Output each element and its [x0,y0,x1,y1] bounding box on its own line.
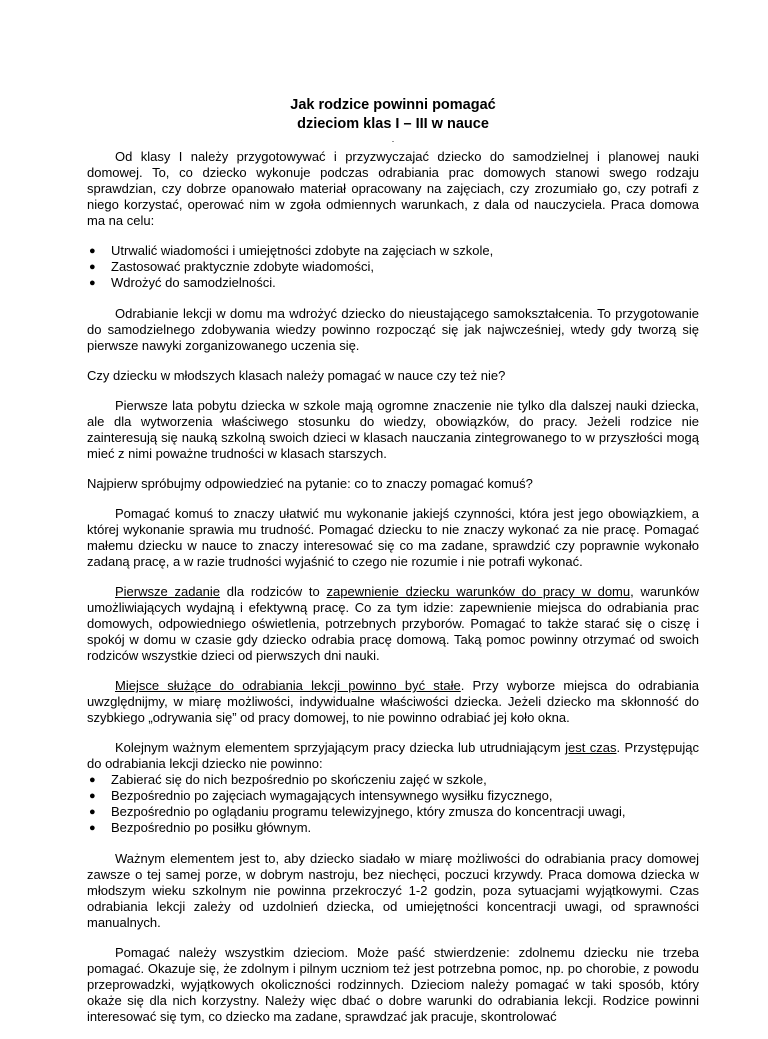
goals-list [87,243,699,291]
bullet-icon: ● [89,245,96,257]
title-line-2: dzieciom klas I – III w nauce [297,116,489,132]
paragraph-4: Pierwsze lata pobytu dziecka w szkole mają ogromne znaczenie nie tylko dla dalszej nauki dziecka, ale dla wytworzenia właściwego stosunku do wiedzy, obowiązków, do pracy. Jeżeli rodzice nie zainteresują się nauką szkolną swoich dzieci w klasach nauczania zintegrowanego to w przyszłości mogą mieć z nimi poważne trudności w klasach starszych. [87,398,699,461]
paragraph-1: Od klasy I należy przygotowywać i przyzwyczajać dziecko do samodzielnej i planowej nauki domowej. To, co dziecko wykonuje podczas odrabiania prac domowych stanowi swego rodzaju sprawdzian, czy dobrze opanowało materiał opracowany na zajęciach, czy zrozumiało go, czy potrafi z niego korzystać, operować nim w zgoła odmiennych warunkach, z dala od nauczyciela. Praca domowa ma na celu: [87,149,699,228]
paragraph-11: Pomagać należy wszystkim dzieciom. Może paść stwierdzenie: zdolnemu dziecku nie trzeba pomagać. Okazuje się, że zdolnym i pilnym uczniom też jest potrzebna pomoc, np. po chorobie, z powodu przeprowadzki, wyjątkowych okoliczności rodzinnych. Dzieciom należy pomagać w taki sposób, który okaże się dla nich korzystny. Należy więc dbać o dobre warunki do odrabiania lekcji. Rodzice powinni interesować się tym, co dziecko ma zadane, sprawdzać jak pracuje, skontrolować [87,945,699,1024]
bullet-icon: ● [89,822,96,834]
list-item: ● Bezpośrednio po posiłku głównym. [89,820,312,835]
list-item: ● Utrwalić wiadomości i umiejętności zdobyte na zajęciach w szkole, [89,243,494,258]
title-dot: . [391,134,395,144]
paragraph-9: Kolejnym ważnym elementem sprzyjającym pracy dziecka lub utrudniającym jest czas. Przystępując do odrabiania lekcji dziecko nie powinno: [87,740,699,771]
title-line-1: Jak rodzice powinni pomagać [290,97,496,113]
bullet-icon: ● [89,790,96,802]
bullet-icon: ● [89,261,96,273]
time-list [87,772,699,836]
list-item: ● Bezpośrednio po oglądaniu programu telewizyjnego, który zmusza do koncentracji uwagi, [89,804,626,819]
document-page [87,96,699,1039]
paragraph-8: Miejsce służące do odrabiania lekcji powinno być stałe. Przy wyborze miejsca do odrabiania uwzględnijmy, w miarę możliwości, indywidualne właściwości dziecka. Jeżeli dziecko ma skłonność do szybkiego „odrywania się” od pracy domowej, to nie powinno odrabiać jej koło okna. [87,678,699,725]
list-item: ● Zastosować praktycznie zdobyte wiadomości, [89,259,375,274]
list-item: ● Bezpośrednio po zajęciach wymagających intensywnego wysiłku fizycznego, [89,788,553,803]
paragraph-2: Odrabianie lekcji w domu ma wdrożyć dziecko do nieustającego samokształcenia. To przygotowanie do samodzielnego zdobywania wiedzy powinno rozpocząć się jak najwcześniej, wtedy gdy tworzą się pierwsze nawyki zorganizowanego uczenia się. [87,306,699,353]
bullet-icon: ● [89,277,96,289]
paragraph-10: Ważnym elementem jest to, aby dziecko siadało w miarę możliwości do odrabiania pracy domowej zawsze o tej samej porze, w dobrym nastroju, bez niechęci, poczuci krzywdy. Praca domowa dziecka w młodszym wieku szkolnym nie powinna przekroczyć 1-2 godzin, poza sytuacjami wyjątkowymi. Czas odrabiania lekcji zależy od uzdolnień dziecka, od umiejętności koncentracji uwagi, od sprawności manualnych. [87,851,699,930]
paragraph-6: Pomagać komuś to znaczy ułatwić mu wykonanie jakiejś czynności, która jest jego obowiązkiem, a której wykonanie sprawia mu trudność. Pomagać dziecku to nie znaczy wykonać za nie pracę. Pomagać małemu dziecku w nauce to znaczy interesować się co ma zadane, sprawdzić czy poprawnie wykonało zadaną pracę, a w razie trudności wyjaśnić to czego nie rozumie i nie potrafi wykonać. [87,506,699,569]
paragraph-7: Pierwsze zadanie dla rodziców to zapewnienie dziecku warunków do pracy w domu, warunków umożliwiających wydajną i efektywną pracę. Co za tym idzie: zapewnienie miejsca do odrabiania prac domowych, odpowiedniego oświetlenia, potrzebnych przyborów. Pomagać to także starać się o ciszę i spokój w domu w czasie gdy dziecko odrabia pracę domową. Taką pomoc powinny otrzymać od swoich rodziców wszystkie dzieci od pierwszych dni nauki. [87,584,700,663]
bullet-icon: ● [89,806,96,818]
question-paragraph: Czy dziecku w młodszych klasach należy pomagać w nauce czy też nie? [87,368,506,383]
question-paragraph-2: Najpierw spróbujmy odpowiedzieć na pytanie: co to znaczy pomagać komuś? [87,476,533,491]
list-item: ● Wdrożyć do samodzielności. [89,275,276,290]
list-item: ● Zabierać się do nich bezpośrednio po skończeniu zajęć w szkole, [89,772,487,787]
document-title [87,96,699,134]
bullet-icon: ● [89,774,96,786]
